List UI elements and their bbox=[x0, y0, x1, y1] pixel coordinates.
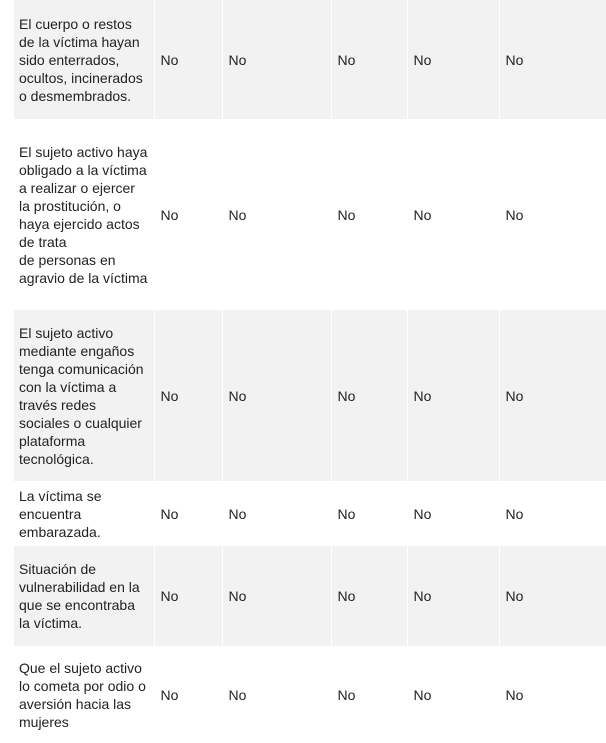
value-cell: No bbox=[154, 0, 222, 120]
value-cell: No bbox=[499, 310, 606, 482]
value-cell: No bbox=[407, 310, 499, 482]
value-cell: No bbox=[331, 120, 407, 310]
value-cell: No bbox=[407, 120, 499, 310]
table-row bbox=[14, 0, 606, 120]
value-cell: No bbox=[331, 647, 407, 743]
value-cell: No bbox=[154, 310, 222, 482]
value-cell: No bbox=[499, 546, 606, 647]
criterion-cell: El sujeto activo haya obligado a la víctima a realizar o ejercer la prostitución, o haya ejercido actos de trata de personas en agravio de la víctima bbox=[14, 120, 154, 310]
criterion-cell: La víctima se encuentra embarazada. bbox=[14, 482, 154, 546]
table-row bbox=[14, 120, 606, 310]
value-cell: No bbox=[154, 647, 222, 743]
value-cell: No bbox=[407, 482, 499, 546]
value-cell: No bbox=[407, 546, 499, 647]
value-cell: No bbox=[222, 310, 331, 482]
value-cell: No bbox=[222, 482, 331, 546]
value-cell: No bbox=[222, 0, 331, 120]
value-cell: No bbox=[154, 120, 222, 310]
value-cell: No bbox=[222, 546, 331, 647]
table-row bbox=[14, 310, 606, 482]
table-row bbox=[14, 647, 606, 743]
value-cell: No bbox=[222, 647, 331, 743]
value-cell: No bbox=[407, 647, 499, 743]
criterion-cell: Situación de vulnerabilidad en la que se encontraba la víctima. bbox=[14, 546, 154, 647]
value-cell: No bbox=[407, 0, 499, 120]
criterion-cell: Que el sujeto activo lo cometa por odio o aversión hacia las mujeres bbox=[14, 647, 154, 743]
table-row bbox=[14, 482, 606, 546]
value-cell: No bbox=[499, 482, 606, 546]
value-cell: No bbox=[331, 0, 407, 120]
value-cell: No bbox=[331, 546, 407, 647]
value-cell: No bbox=[499, 120, 606, 310]
value-cell: No bbox=[499, 647, 606, 743]
value-cell: No bbox=[154, 482, 222, 546]
value-cell: No bbox=[331, 482, 407, 546]
value-cell: No bbox=[331, 310, 407, 482]
value-cell: No bbox=[222, 120, 331, 310]
value-cell: No bbox=[499, 0, 606, 120]
table-row bbox=[14, 546, 606, 647]
criteria-table bbox=[14, 0, 606, 743]
value-cell: No bbox=[154, 546, 222, 647]
criterion-cell: El cuerpo o restos de la víctima hayan sido enterrados, ocultos, incinerados o desmembrados. bbox=[14, 0, 154, 120]
criterion-cell: El sujeto activo mediante engaños tenga comunicación con la víctima a través redes sociales o cualquier plataforma tecnológica. bbox=[14, 310, 154, 482]
